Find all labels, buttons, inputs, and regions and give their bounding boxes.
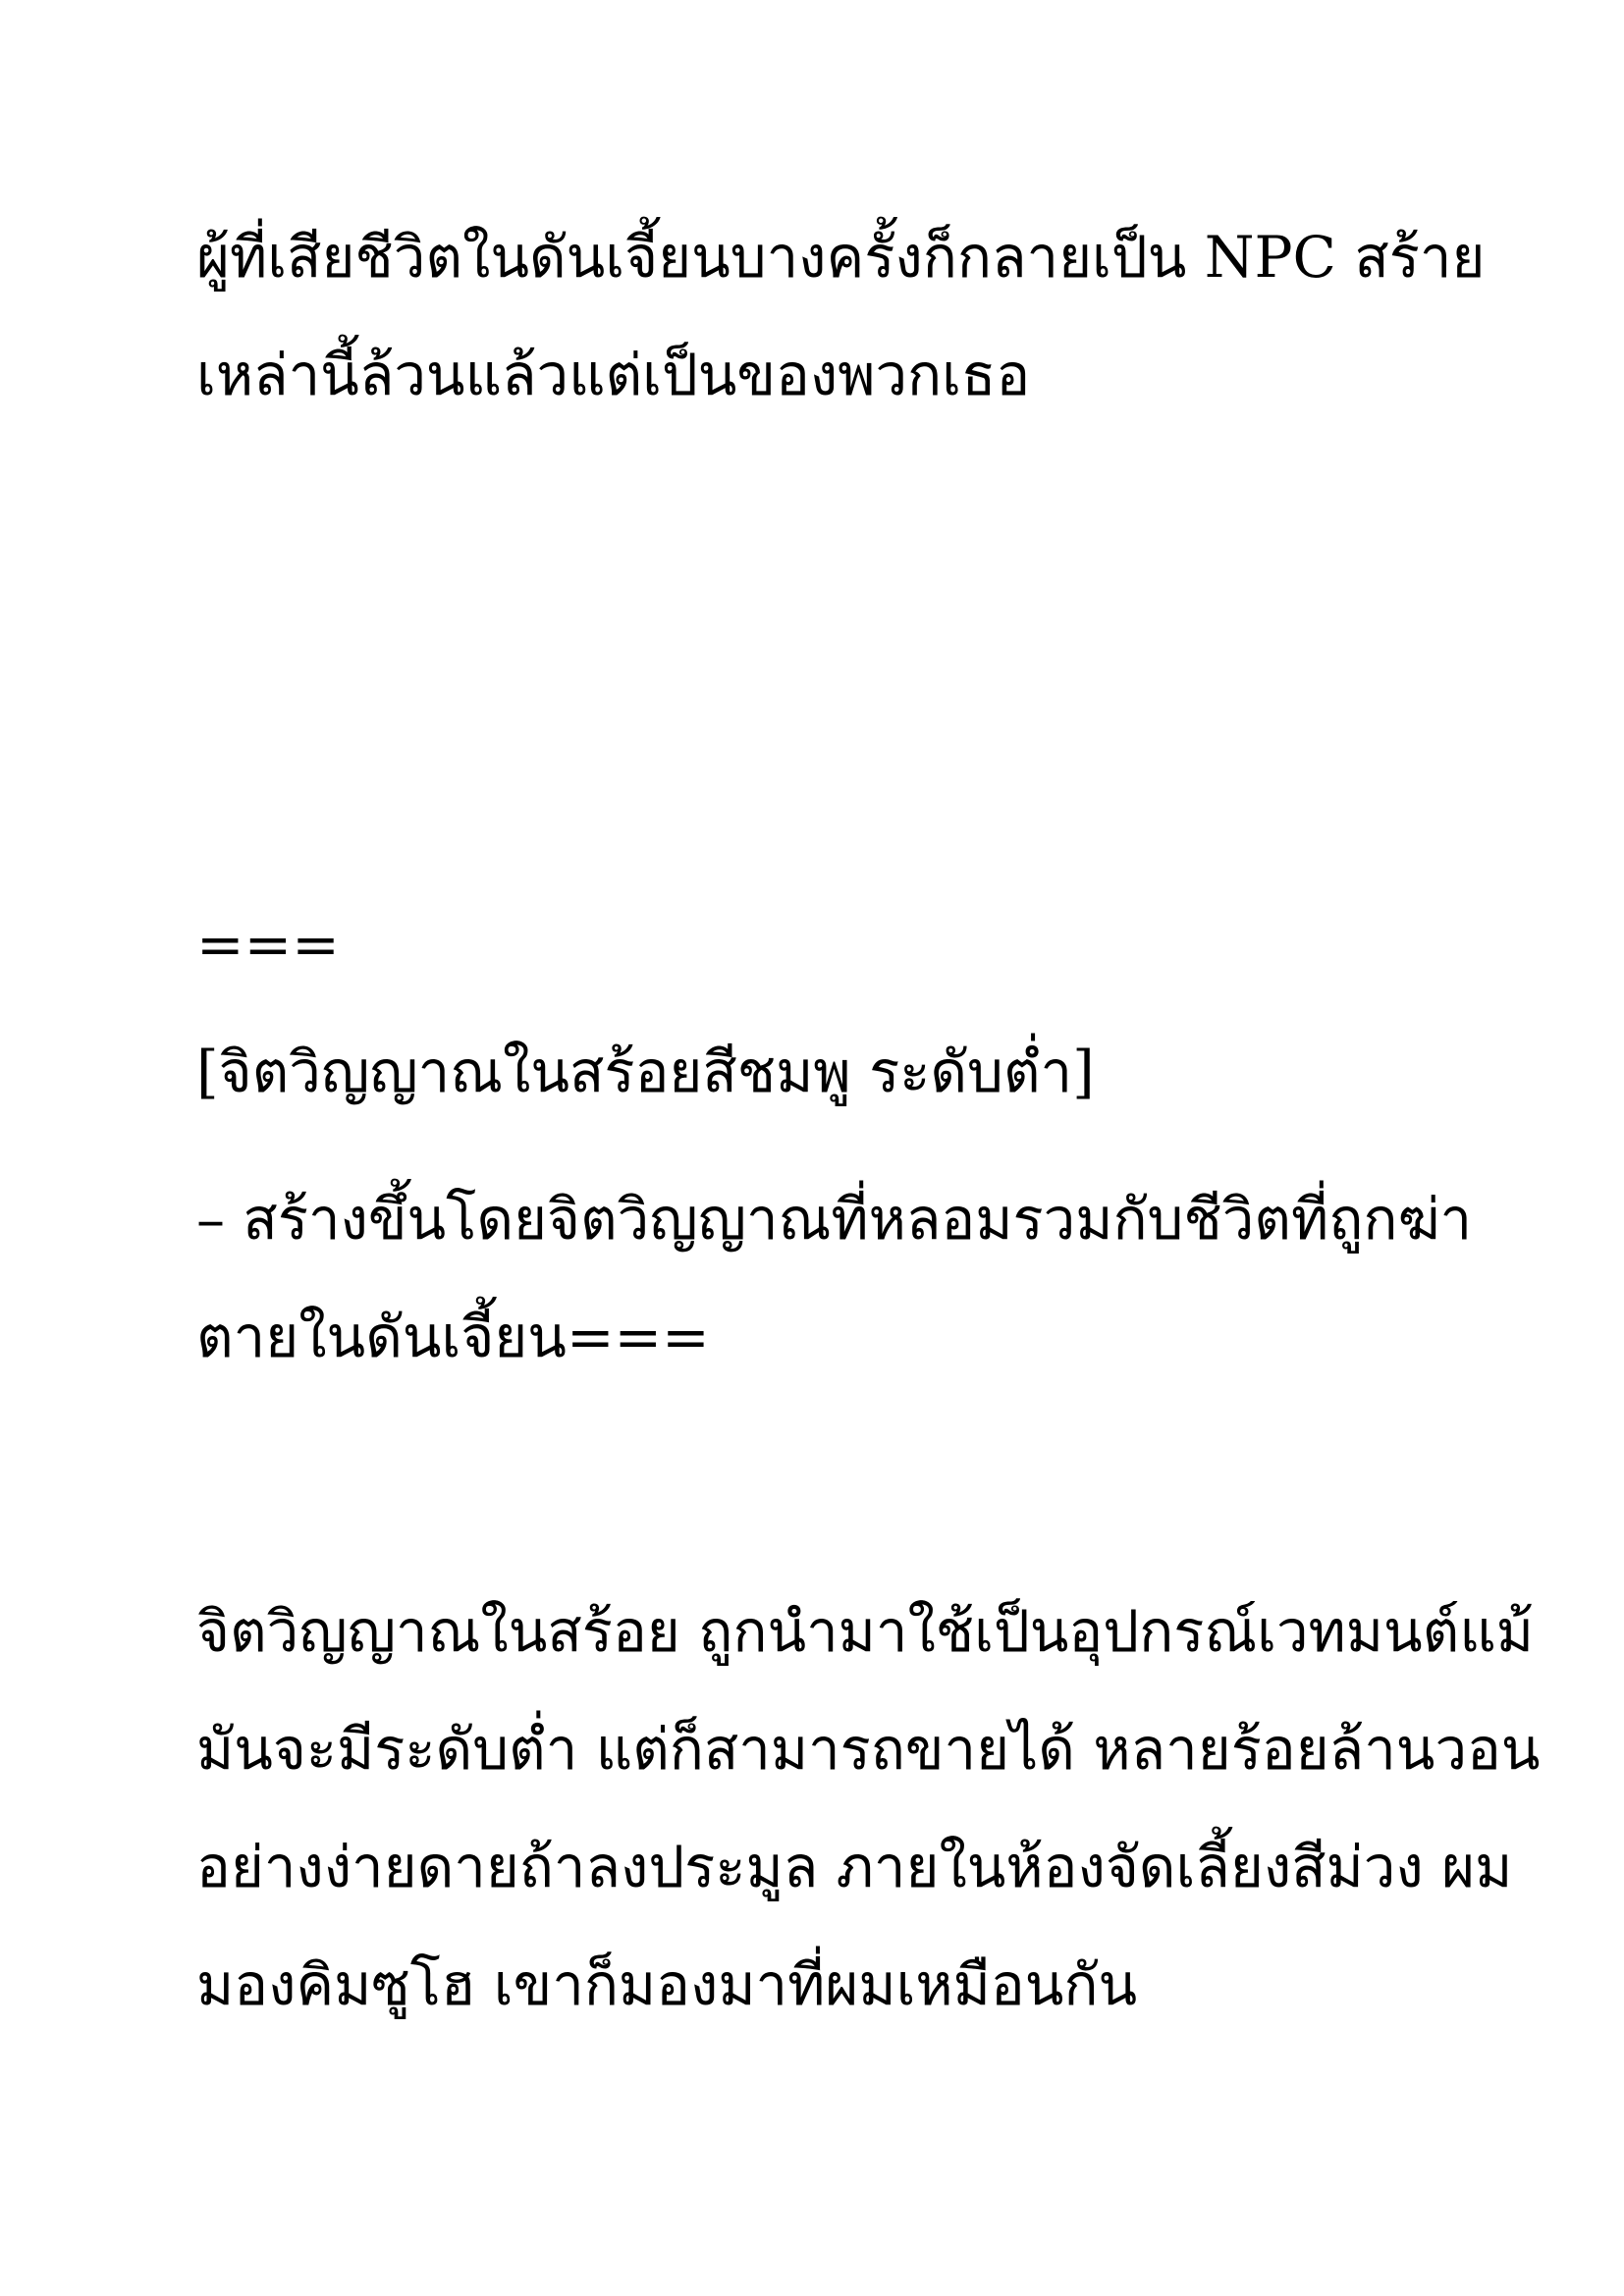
paragraph-2-line-3: อย่างง่ายดายถ้าลงประมูล ภายในห้องจัดเลี้ยงสีม่วง ผม — [196, 1834, 1513, 1900]
paragraph-2-line-4: มองคิมซูโฮ เขาก็มองมาที่ผมเหมือนกัน — [196, 1951, 1138, 2018]
item-description-line-2: ตายในดันเจี้ยน=== — [196, 1304, 710, 1370]
paragraph-2-line-1: จิตวิญญาณในสร้อย ถูกนำมาใช้เป็นอุปกรณ์เวทมนต์แม้ — [196, 1598, 1534, 1665]
item-description-line-1: – สร้างขึ้นโดยจิตวิญญาณที่หลอมรวมกับชีวิตที่ถูกฆ่า — [196, 1186, 1473, 1253]
paragraph-1-line-1: ผู้ที่เสียชีวิตในดันเจี้ยนบางครั้งก็กลายเป็น NPC สร้าย — [196, 224, 1486, 291]
paragraph-2-line-2: มันจะมีระดับต่ำ แต่ก็สามารถขายได้ หลายร้อยล้านวอน — [196, 1716, 1541, 1783]
section-separator: === — [196, 911, 340, 978]
paragraph-1-line-2: เหล่านี้ล้วนแล้วแต่เป็นของพวกเธอ — [196, 342, 1031, 408]
item-title: [จิตวิญญาณในสร้อยสีชมพู ระดับต่ำ] — [196, 1039, 1095, 1105]
